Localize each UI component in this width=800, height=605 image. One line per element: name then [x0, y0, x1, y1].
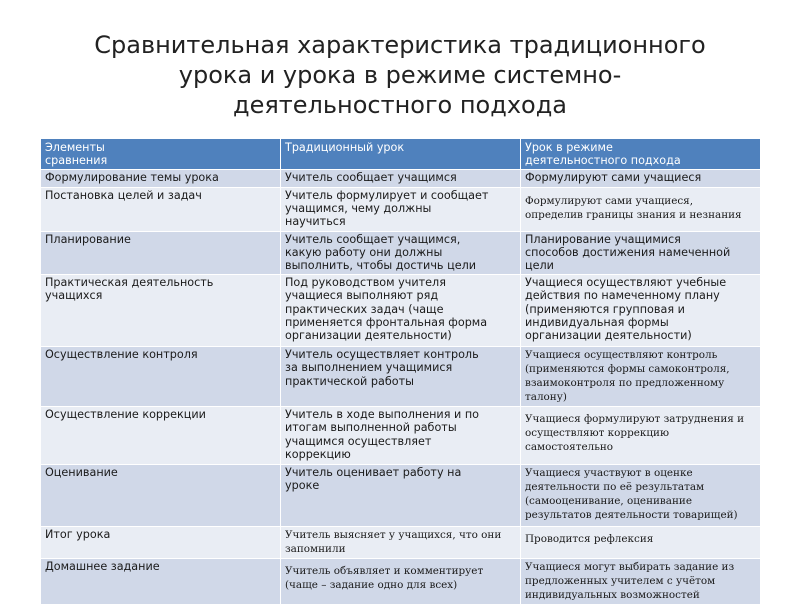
cell-element: Оценивание	[41, 465, 281, 527]
cell-traditional: Учитель сообщает учащимся	[281, 170, 521, 187]
table-row	[41, 347, 761, 407]
table-row	[41, 170, 761, 187]
cell-traditional: Учитель формулирует и сообщает учащимся, чему должны научиться	[281, 187, 521, 231]
cell-activity: Учащиеся осуществляют контроль (применяются формы самоконтроля, взаимоконтроля по предложенному талону)	[521, 347, 761, 407]
table-row	[41, 407, 761, 465]
cell-element: Осуществление контроля	[41, 347, 281, 407]
slide-title	[0, 30, 800, 120]
table-row	[41, 231, 761, 275]
title-line-2: урока и урока в режиме системно-	[178, 61, 622, 89]
cell-element: Итог урока	[41, 527, 281, 559]
cell-activity: Учащиеся участвуют в оценке деятельности по её результатам (самооценивание, оценивание результатов деятельности товарищей)	[521, 465, 761, 527]
cell-element: Постановка целей и задач	[41, 187, 281, 231]
cell-element: Осуществление коррекции	[41, 407, 281, 465]
cell-activity: Учащиеся формулируют затруднения и осуществляют коррекцию самостоятельно	[521, 407, 761, 465]
column-header-traditional: Традиционный урок	[281, 139, 521, 170]
cell-traditional: Учитель сообщает учащимся, какую работу они должны выполнить, чтобы достичь цели	[281, 231, 521, 275]
cell-activity: Планирование учащимися способов достижения намеченной цели	[521, 231, 761, 275]
cell-element: Практическая деятельность учащихся	[41, 275, 281, 347]
title-line-1: Сравнительная характеристика традиционного	[94, 31, 706, 59]
cell-element: Домашнее задание	[41, 559, 281, 605]
cell-activity: Учащиеся осуществляют учебные действия по намеченному плану (применяются групповая и индивидуальная формы организации деятельности)	[521, 275, 761, 347]
table-row	[41, 275, 761, 347]
comparison-table	[40, 138, 761, 605]
cell-traditional: Учитель объявляет и комментирует (чаще – задание одно для всех)	[281, 559, 521, 605]
column-header-elements: Элементы сравнения	[41, 139, 281, 170]
cell-activity: Формулируют сами учащиеся	[521, 170, 761, 187]
cell-activity: Проводится рефлексия	[521, 527, 761, 559]
cell-traditional: Под руководством учителя учащиеся выполняют ряд практических задач (чаще применяется фронтальная форма организации деятельности)	[281, 275, 521, 347]
table-row	[41, 465, 761, 527]
table-row	[41, 187, 761, 231]
cell-traditional: Учитель оценивает работу на уроке	[281, 465, 521, 527]
cell-activity: Учащиеся могут выбирать задание из предложенных учителем с учётом индивидуальных возможностей	[521, 559, 761, 605]
cell-element: Формулирование темы урока	[41, 170, 281, 187]
table-row	[41, 559, 761, 605]
table-header-row	[41, 139, 761, 170]
cell-traditional: Учитель в ходе выполнения и по итогам выполненной работы учащимся осуществляет коррекцию	[281, 407, 521, 465]
title-line-3: деятельностного подхода	[232, 91, 568, 119]
cell-traditional: Учитель осуществляет контроль за выполнением учащимися практической работы	[281, 347, 521, 407]
cell-element: Планирование	[41, 231, 281, 275]
column-header-activity: Урок в режиме деятельностного подхода	[521, 139, 761, 170]
cell-activity: Формулируют сами учащиеся, определив границы знания и незнания	[521, 187, 761, 231]
cell-traditional: Учитель выясняет у учащихся, что они запомнили	[281, 527, 521, 559]
table-row	[41, 527, 761, 559]
